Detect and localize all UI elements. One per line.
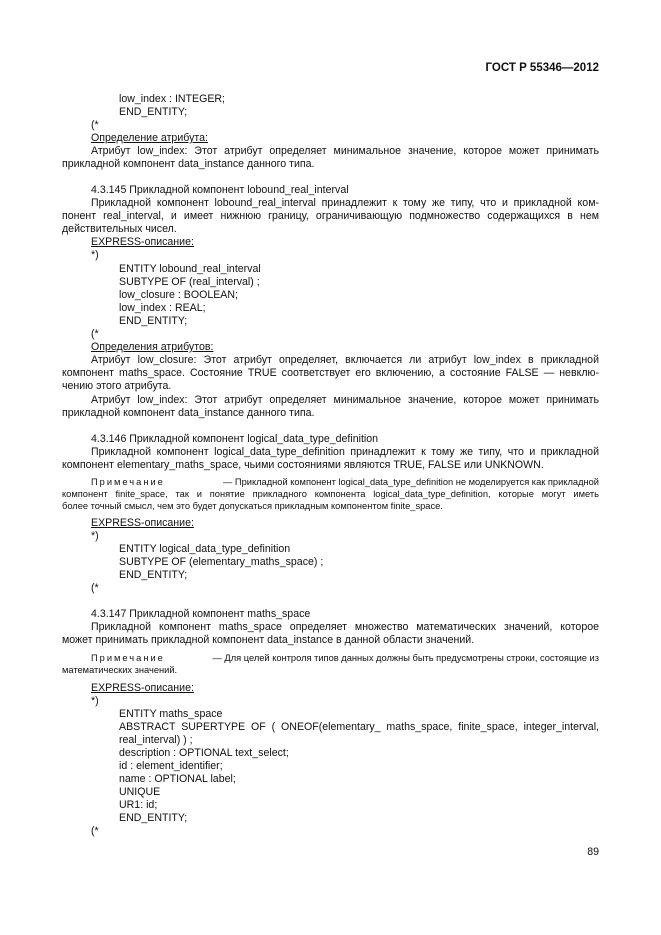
- code-line: description : OPTIONAL text_select;: [119, 747, 289, 759]
- code-line: UNIQUE: [119, 786, 161, 798]
- code-line: low_index : REAL;: [119, 302, 206, 314]
- comment-close: *): [91, 695, 99, 707]
- paragraph-line: прикладной компонент data_instance данного типа.: [62, 407, 315, 419]
- code-line: ENTITY lobound_real_interval: [119, 263, 261, 275]
- code-line: name : OPTIONAL label;: [119, 773, 236, 785]
- note-line: более точный смысл, чем это будет допускаться прикладным компонентом finite_space.: [62, 501, 443, 511]
- express-label: EXPRESS-описание:: [91, 682, 194, 694]
- code-line: ABSTRACT SUPERTYPE OF ( ONEOF(elementary_ maths_space, finite_space, integer_interval,: [119, 721, 599, 733]
- comment-open: (*: [91, 328, 99, 340]
- paragraph-line: компонент elementary_maths_space, чьими состояниями являются TRUE, FALSE или UNKNOWN.: [62, 459, 544, 471]
- code-line: UR1: id;: [119, 799, 158, 811]
- code-line: real_interval) ) ;: [119, 734, 193, 746]
- paragraph-line: действительных чисел.: [62, 223, 177, 235]
- note-line: компонент finite_space, так и понятие прикладного компонента logical_data_type_definition, которые могут иметь: [62, 489, 599, 499]
- paragraph-line: чению этого атрибута.: [62, 380, 172, 392]
- code-line: END_ENTITY;: [119, 315, 188, 327]
- comment-open: (*: [91, 825, 99, 837]
- paragraph-line: прикладной компонент data_instance данного типа.: [62, 158, 315, 170]
- section-label: Определение атрибута:: [91, 132, 208, 144]
- note-line: [91, 476, 599, 488]
- note-label: Примечание: [91, 653, 165, 663]
- paragraph-line: Прикладной компонент logical_data_type_definition принадлежит к тому же типу, что и прикладной: [91, 446, 599, 458]
- note-label: Примечание: [91, 477, 165, 487]
- note-line: математических значений.: [62, 665, 178, 675]
- express-label: EXPRESS-описание:: [91, 236, 194, 248]
- section-heading: 4.3.146 Прикладной компонент logical_data_type_definition: [91, 433, 379, 445]
- document-id: ГОСТ Р 55346—2012: [485, 62, 599, 74]
- express-label: EXPRESS-описание:: [91, 517, 194, 529]
- comment-close: *): [91, 530, 99, 542]
- comment-open: (*: [91, 582, 99, 594]
- code-line: END_ENTITY;: [119, 569, 188, 581]
- code-line: END_ENTITY;: [119, 812, 188, 824]
- comment-close: *): [91, 249, 99, 261]
- paragraph-line: может принимать прикладной компонент data_instance в данной области значений.: [62, 634, 475, 646]
- comment-open: (*: [91, 119, 99, 131]
- note-text: — Для целей контроля типов данных должны быть предусмотрены строки, состоящие из: [209, 653, 599, 663]
- section-label: Определения атрибутов:: [91, 341, 214, 353]
- paragraph-line: понент real_interval, и имеет нижнюю границу, ограничивающую подмножество содержащихся в нем: [62, 210, 599, 222]
- paragraph-line: компонент maths_space. Состояние TRUE соответствует его включению, а состояние FALSE — невклю-: [62, 367, 599, 379]
- paragraph-line: Атрибут low_index: Этот атрибут определяет минимальное значение, которое может принимать: [91, 394, 599, 406]
- section-heading: 4.3.147 Прикладной компонент maths_space: [91, 608, 311, 620]
- code-line: low_index : INTEGER;: [119, 93, 225, 105]
- code-line: SUBTYPE OF (real_interval) ;: [119, 276, 260, 288]
- paragraph-line: Прикладной компонент lobound_real_interval принадлежит к тому же типу, что и прикладной ком-: [91, 197, 599, 209]
- note-text: — Прикладной компонент logical_data_type_definition не моделируется как прикладной: [220, 477, 599, 487]
- code-line: ENTITY maths_space: [119, 708, 223, 720]
- note-line: [91, 652, 599, 664]
- paragraph-line: Атрибут low_closure: Этот атрибут определяет, включается ли атрибут low_index в прикладной: [91, 354, 599, 366]
- code-line: END_ENTITY;: [119, 106, 188, 118]
- code-line: ENTITY logical_data_type_definition: [119, 543, 291, 555]
- paragraph-line: Атрибут low_index: Этот атрибут определяет минимальное значение, которое может принимать: [91, 145, 599, 157]
- code-line: low_closure : BOOLEAN;: [119, 289, 238, 301]
- code-line: SUBTYPE OF (elementary_maths_space) ;: [119, 556, 324, 568]
- page-number: 89: [587, 846, 599, 858]
- section-heading: 4.3.145 Прикладной компонент lobound_real_interval: [91, 184, 349, 196]
- paragraph-line: Прикладной компонент maths_space определяет множество математических значений, которое: [91, 621, 599, 633]
- code-line: id : element_identifier;: [119, 760, 223, 772]
